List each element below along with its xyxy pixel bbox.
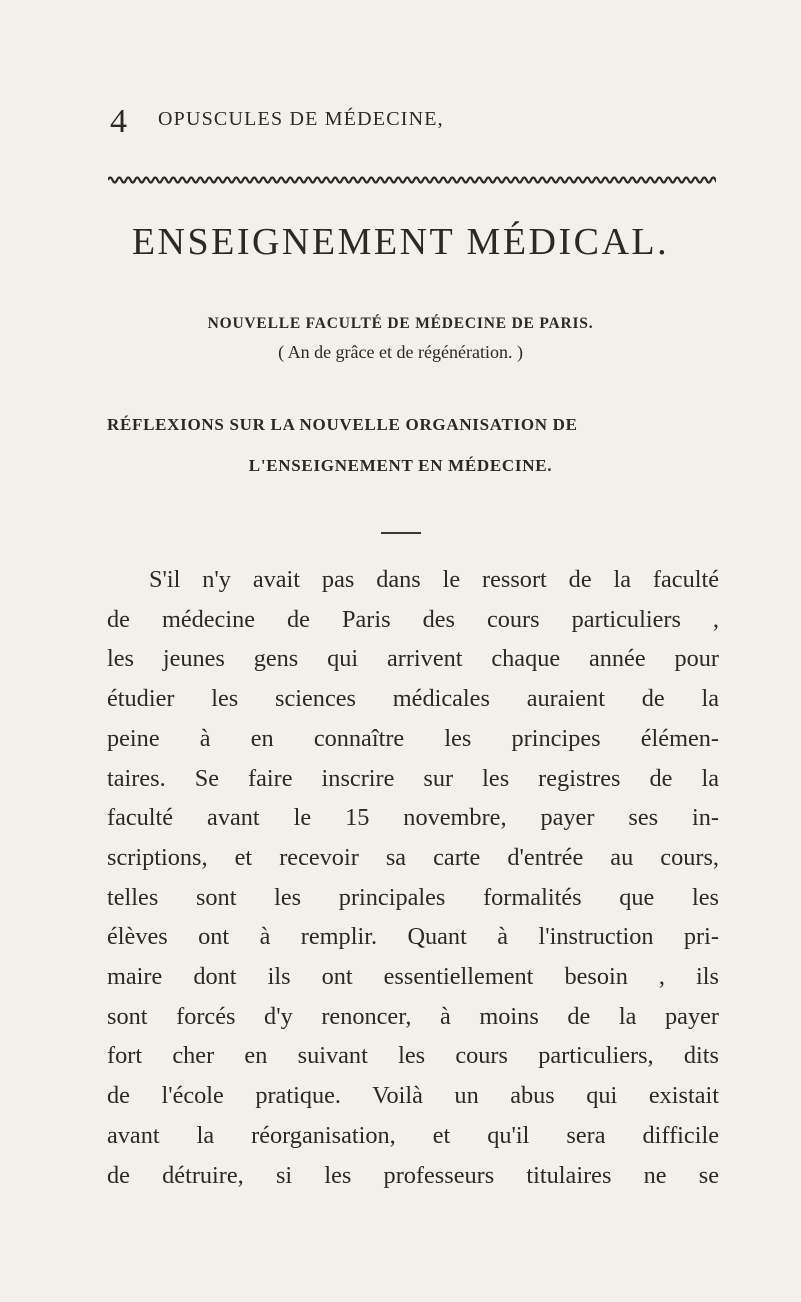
text-line: de l'école pratique. Voilà un abus qui existait (107, 1082, 719, 1110)
subtitle-year: ( An de grâce et de régénération. ) (278, 342, 523, 362)
running-title: OPUSCULES DE MÉDECINE, (158, 108, 444, 130)
text-line: de détruire, si les professeurs titulaires ne se (107, 1161, 719, 1189)
section-title: ENSEIGNEMENT MÉDICAL. (131, 221, 670, 263)
page-number: 4 (110, 103, 127, 140)
article-heading-line-2: L'ENSEIGNEMENT EN MÉDECINE. (248, 456, 553, 475)
text-line: élèves ont à remplir. Quant à l'instruction pri- (107, 923, 719, 951)
text-line: peine à en connaître les principes élémen- (107, 724, 719, 752)
text-line: maire dont ils ont essentiellement besoin , ils (107, 963, 719, 991)
text-line: avant la réorganisation, et qu'il sera difficile (107, 1121, 719, 1149)
text-line: S'il n'y avait pas dans le ressort de la faculté (149, 566, 719, 593)
subtitle-faculty: NOUVELLE FACULTÉ DE MÉDECINE DE PARIS. (207, 315, 594, 332)
text-line: taires. Se faire inscrire sur les registres de la (107, 764, 719, 792)
article-heading-line-1: RÉFLEXIONS SUR LA NOUVELLE ORGANISATION DE (107, 415, 578, 434)
ornamental-rule (108, 175, 716, 185)
text-line: de médecine de Paris des cours particuliers , (107, 605, 719, 633)
text-line: telles sont les principales formalités que les (107, 883, 719, 911)
body-paragraph (107, 560, 719, 1195)
text-line: scriptions, et recevoir sa carte d'entrée au cours, (107, 843, 719, 871)
text-line: faculté avant le 15 novembre, payer ses in- (107, 804, 719, 832)
text-line: sont forcés d'y renoncer, à moins de la payer (107, 1002, 719, 1030)
text-line: fort cher en suivant les cours particuliers, dits (107, 1042, 719, 1070)
separator-rule (381, 532, 421, 534)
running-head (110, 102, 710, 142)
text-line: étudier les sciences médicales auraient de la (107, 685, 719, 713)
text-line: les jeunes gens qui arrivent chaque année pour (107, 645, 719, 673)
